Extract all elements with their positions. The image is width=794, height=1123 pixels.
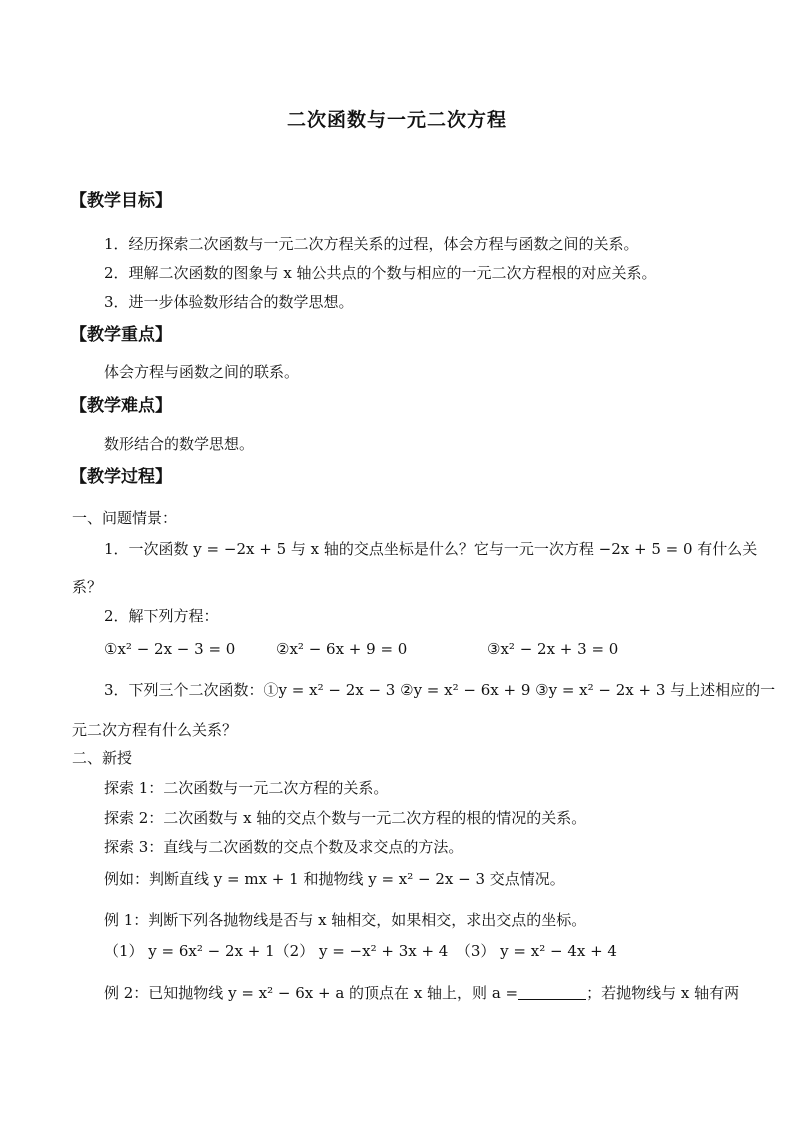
example-1-items: （1） y = 6x² − 2x + 1（2） y = −x² + 3x + 4 （3） y = x² − 4x + 4	[104, 942, 617, 960]
explore-2: 探索 2：二次函数与 x 轴的交点个数与一元二次方程的根的情况的关系。	[104, 809, 587, 827]
example-2	[104, 983, 739, 1003]
question-2-equation-3: ③x² − 2x + 3 = 0	[487, 640, 619, 658]
goal-item-3: 3．进一步体验数形结合的数学思想。	[104, 293, 354, 311]
part1-label: 一、问题情景：	[72, 509, 178, 527]
example-1: 例 1：判断下列各抛物线是否与 x 轴相交，如果相交，求出交点的坐标。	[104, 911, 587, 929]
example-intro: 例如：判断直线 y = mx + 1 和抛物线 y = x² − 2x − 3 交点情况。	[104, 870, 565, 888]
question-2-label: 2．解下列方程：	[104, 607, 219, 625]
example-2-suffix: ；若抛物线与 x 轴有两	[586, 984, 740, 1002]
goal-item-2: 2．理解二次函数的图象与 x 轴公共点的个数与相应的一元二次方程根的对应关系。	[104, 264, 657, 282]
question-1-line-1: 1．一次函数 y = −2x + 5 与 x 轴的交点坐标是什么？它与一元一次方程 −2x + 5 = 0 有什么关	[104, 540, 758, 558]
answer-blank	[518, 985, 586, 1000]
question-1-line-2: 系？	[72, 578, 103, 596]
difficulties-heading: 【教学难点】	[70, 396, 172, 416]
key-points-heading: 【教学重点】	[70, 325, 172, 345]
document-title: 二次函数与一元二次方程	[286, 109, 507, 131]
goals-heading: 【教学目标】	[70, 191, 172, 211]
question-2-equation-2: ②x² − 6x + 9 = 0	[276, 640, 408, 658]
question-2-equation-1: ①x² − 2x − 3 = 0	[104, 640, 236, 658]
question-3-line-1: 3．下列三个二次函数：①y = x² − 2x − 3 ②y = x² − 6x + 9 ③y = x² − 2x + 3 与上述相应的一	[104, 681, 776, 699]
example-2-prefix: 例 2：已知抛物线 y = x² − 6x + a 的顶点在 x 轴上，则 a =	[104, 984, 519, 1002]
part2-label: 二、新授	[72, 749, 133, 767]
goal-item-1: 1．经历探索二次函数与一元二次方程关系的过程，体会方程与函数之间的关系。	[104, 235, 639, 253]
process-heading: 【教学过程】	[70, 467, 172, 487]
explore-3: 探索 3：直线与二次函数的交点个数及求交点的方法。	[104, 838, 464, 856]
question-3-line-2: 元二次方程有什么关系？	[72, 721, 238, 739]
difficulties-text: 数形结合的数学思想。	[104, 435, 255, 453]
explore-1: 探索 1：二次函数与一元二次方程的关系。	[104, 779, 389, 797]
key-points-text: 体会方程与函数之间的联系。	[104, 363, 300, 381]
